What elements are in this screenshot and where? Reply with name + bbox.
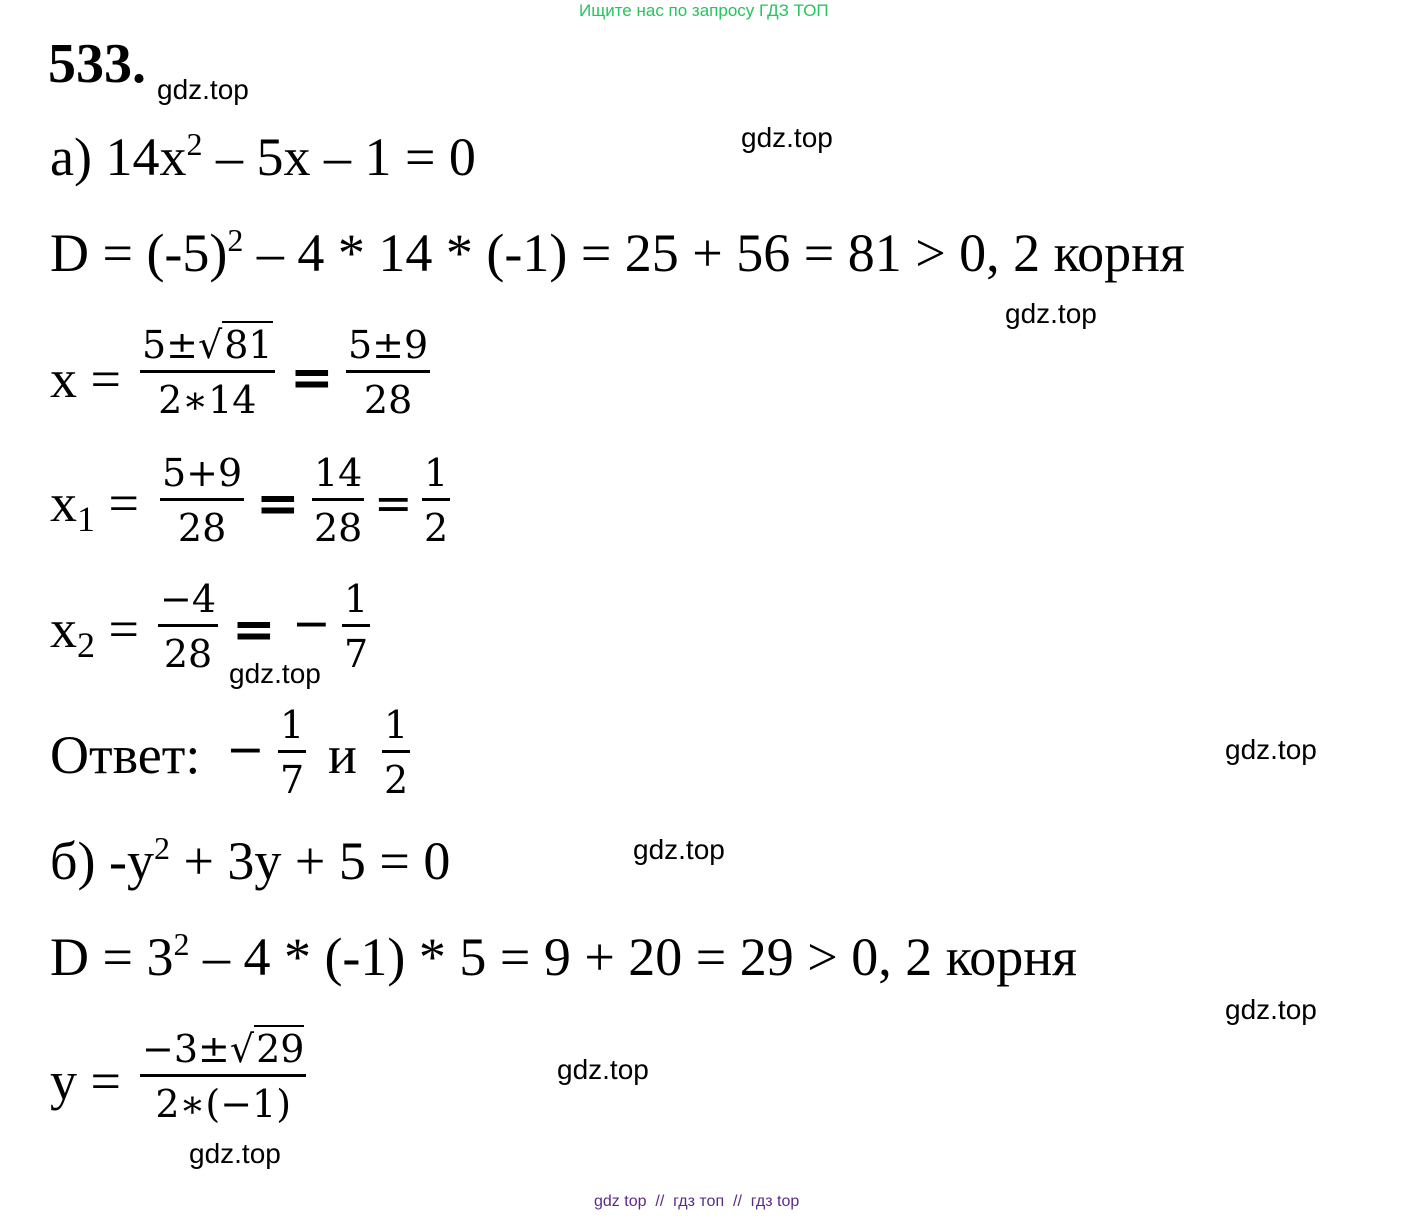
equals-sign: =: [290, 348, 334, 408]
x-fraction-1: 5±√81 2∗14: [142, 323, 273, 422]
x2-fraction-2: 1 7: [344, 577, 369, 676]
answer-fraction-2: 1 2: [384, 703, 409, 802]
x2-label: $x_2$ =: [50, 599, 139, 665]
watermark: gdz.top: [1225, 994, 1317, 1025]
x-label: x =: [50, 349, 121, 409]
discriminant-b: $D = 3^2 - 4 * (-1) * 5 = 9 + 20 = 29 > 0$, 2 корня: [50, 926, 1077, 987]
answer-conjunction: и: [328, 725, 357, 785]
y-label: y =: [50, 1051, 121, 1111]
watermark: gdz.top: [1005, 298, 1097, 329]
x1-label: $x_1$ =: [50, 473, 139, 539]
x1-fraction-1: 5+9 28: [162, 451, 243, 550]
y-fraction: −3±√29 2∗(−1): [142, 1027, 305, 1126]
equals-sign: =: [374, 476, 413, 530]
x1-fraction-2: 14 28: [314, 451, 363, 550]
x2-fraction-1: −4 28: [160, 577, 217, 676]
minus-sign: −: [292, 596, 331, 650]
watermark: gdz.top: [189, 1138, 281, 1169]
watermark: gdz.top: [157, 74, 249, 105]
footer-links: gdz top // гдз топ // гдз top: [594, 1193, 800, 1210]
discriminant-a: $D = (-5)^2 - 4 * 14 * (-1) = 25 + 56 = 81 > 0$, 2 корня: [50, 222, 1185, 283]
x1-fraction-3: 1 2: [424, 451, 449, 550]
equation-a: а) $14x^2 - 5x - 1 = 0$: [50, 126, 476, 187]
answer-fraction-1: 1 7: [280, 703, 305, 802]
watermark: gdz.top: [557, 1054, 649, 1085]
equation-b: б) $-y^2 + 3y + 5 = 0$: [50, 830, 451, 891]
watermark: gdz.top: [633, 834, 725, 865]
watermark: gdz.top: [1225, 734, 1317, 765]
problem-number: 533.: [48, 33, 146, 95]
search-banner: Ищите нас по запросу ГДЗ ТОП: [579, 1, 829, 20]
minus-sign: −: [226, 722, 265, 776]
x-fraction-2: 5±9 28: [348, 323, 429, 422]
equals-sign: =: [232, 600, 276, 660]
answer-label: Ответ:: [50, 725, 201, 785]
watermark: gdz.top: [229, 658, 321, 689]
equals-sign: =: [256, 474, 300, 534]
watermark: gdz.top: [741, 122, 833, 153]
